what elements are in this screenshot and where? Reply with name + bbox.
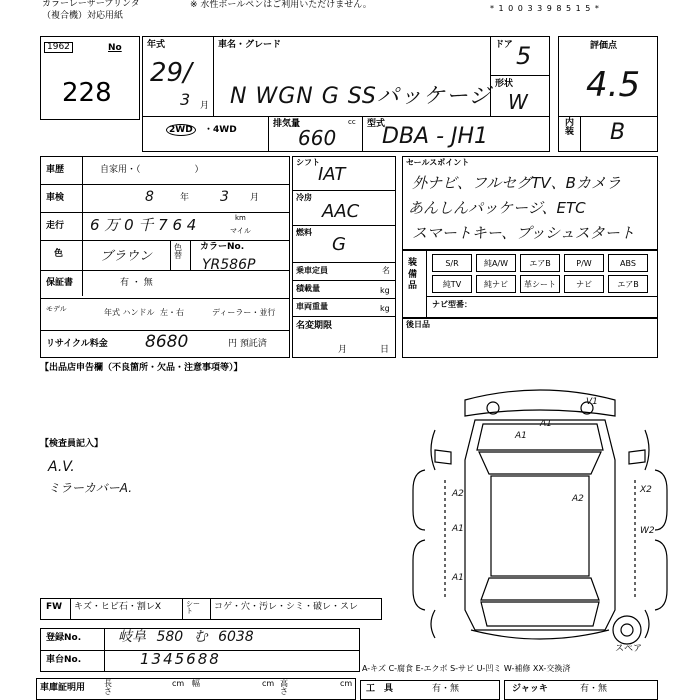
grade-label: 評価点 xyxy=(590,41,618,51)
name-value: N WGN G SSパッケージ xyxy=(230,84,492,109)
damage-mark: A1 xyxy=(540,419,552,429)
tools-options: 有・無 xyxy=(432,684,460,694)
load-unit: kg xyxy=(380,286,390,295)
name-change-day: 日 xyxy=(380,345,390,355)
weight-unit: kg xyxy=(380,304,390,313)
capacity-label: 乗車定員 xyxy=(296,266,328,275)
equipment-item: 革シート xyxy=(520,275,560,293)
damage-legend: A-キズ C-腐食 E-エクボ S-サビ U-凹ミ W-補修 XX-交換済 xyxy=(362,664,571,673)
tools-label: 工 具 xyxy=(366,684,394,694)
equipment-label: 装備品 xyxy=(408,258,418,292)
equipment-item: P/W xyxy=(564,254,604,272)
equipment-item: 純ナビ xyxy=(476,275,516,293)
lot-no-label: No xyxy=(108,43,122,53)
interior-label: 内装 xyxy=(565,118,575,137)
chassis-value: 1345688 xyxy=(140,650,221,668)
fuel-value: G xyxy=(332,234,346,255)
height-label: 高さ xyxy=(280,679,288,696)
equipment-item: 純A/W xyxy=(476,254,516,272)
history-options: 自家用・（ ） xyxy=(100,165,204,175)
grade-value: 4.5 xyxy=(586,65,641,105)
warranty-options: 有 ・ 無 xyxy=(120,278,153,288)
sales-point-line1: 外ナビ、フルセグTV、Bカメラ xyxy=(412,174,621,192)
displacement-label: 排気量 xyxy=(273,119,301,129)
weight-label: 車両重量 xyxy=(296,302,328,311)
interior-value: B xyxy=(610,120,626,145)
jack-options: 有・無 xyxy=(580,684,608,694)
damage-mark: X2 xyxy=(640,485,652,495)
equipment-item: ABS xyxy=(608,254,648,272)
color-value: ブラウン xyxy=(100,249,153,264)
width-unit: cm xyxy=(262,679,275,688)
inspection-month: 3 xyxy=(220,189,229,205)
fw-label: FW xyxy=(46,602,63,612)
month-value: 3 xyxy=(180,90,191,109)
recycle-unit: 円 預託済 xyxy=(228,339,267,349)
pen-notice: ※ 水性ボールペンはご利用いただけません。 xyxy=(190,0,372,10)
damage-mark: A1 xyxy=(452,524,464,534)
retrofit-box xyxy=(402,318,658,358)
displacement-unit: cc xyxy=(348,118,356,126)
doors-label: ドア xyxy=(495,40,513,50)
fw-text: キズ・ヒビ石・割レX xyxy=(74,602,161,612)
load-label: 積載量 xyxy=(296,284,320,293)
lot-number: 228 xyxy=(62,78,112,108)
capacity-unit: 名 xyxy=(382,266,390,275)
shift-label: シフト xyxy=(296,158,320,167)
inspector-label: 【検査員記入】 xyxy=(40,439,104,449)
drive-2wd: 2WD xyxy=(166,126,196,135)
model-label: 型式 xyxy=(367,119,386,129)
mileage-label: 走行 xyxy=(46,221,65,231)
garage-cert-label: 車庫証明用 xyxy=(40,683,86,693)
ac-label: 冷房 xyxy=(296,193,312,202)
month-unit: 月 xyxy=(200,101,210,111)
inspection-year: 8 xyxy=(145,189,154,205)
name-change-label: 名変期限 xyxy=(296,321,333,331)
printer-note: カラーレーザープリンタ xyxy=(42,0,140,9)
year-label: 年式 xyxy=(147,40,166,50)
equipment-item: エアB xyxy=(520,254,560,272)
damage-mark: A1 xyxy=(452,573,464,583)
damage-mark: A2 xyxy=(572,494,584,504)
color-no-value: YR586P xyxy=(202,257,256,273)
recycle-label: リサイクル料金 xyxy=(46,339,108,349)
lot-year-code: 1962 xyxy=(44,42,73,53)
inspector-line1: A.V. xyxy=(48,459,75,475)
inspection-label: 車検 xyxy=(46,193,65,203)
damage-mark: A1 xyxy=(515,431,527,441)
warranty-label: 保証書 xyxy=(46,278,74,288)
damage-mark: V1 xyxy=(586,397,598,407)
shape-label: 形状 xyxy=(495,79,514,89)
color-no-label: カラーNo. xyxy=(200,242,245,252)
height-unit: cm xyxy=(340,679,353,688)
equipment-item: ナビ xyxy=(564,275,604,293)
year-value: 29/ xyxy=(150,58,192,88)
model-value: DBA - JH1 xyxy=(382,124,489,149)
displacement-value: 660 xyxy=(298,126,337,150)
color-label: 色 xyxy=(54,249,64,259)
length-label: 長さ xyxy=(104,679,112,696)
shift-value: IAT xyxy=(318,164,346,185)
doors-value: 5 xyxy=(516,42,532,70)
reg-value: 岐阜 580 む 6038 xyxy=(118,629,254,645)
spare-label: スペア xyxy=(615,644,643,654)
fuel-label: 燃料 xyxy=(296,228,312,237)
name-change-month: 月 xyxy=(338,345,348,355)
inspection-year-unit: 年 xyxy=(180,193,190,203)
mileage-unit-km: km xyxy=(235,214,246,222)
printer-note-2: （複合機）対応用紙 xyxy=(42,11,124,21)
width-label: 幅 xyxy=(192,679,200,688)
sales-point-line2: あんしんパッケージ、ETC xyxy=(408,199,586,217)
handle-value: 左・右 xyxy=(160,308,184,317)
length-unit: cm xyxy=(172,679,185,688)
damage-mark: A2 xyxy=(452,489,464,499)
mileage-value: 6 万 0 千 7 6 4 xyxy=(90,216,197,234)
recycle-value: 8680 xyxy=(145,332,189,352)
sales-points-label: セールスポイント xyxy=(406,158,470,167)
sales-point-line3: スマートキー、プッシュスタート xyxy=(412,224,635,242)
history-label: 車歴 xyxy=(46,165,65,175)
seat-text: コゲ・穴・汚レ・シミ・破レ・スレ xyxy=(214,602,359,612)
damage-mark: W2 xyxy=(640,526,655,536)
navi-model-label: ナビ型番： xyxy=(432,300,472,309)
shape-value: W xyxy=(508,90,528,114)
handle-label: 年式 ハンドル xyxy=(104,308,155,317)
chassis-label: 車台No. xyxy=(46,655,82,665)
inspection-month-unit: 月 xyxy=(250,193,260,203)
equipment-item: エアB xyxy=(608,275,648,293)
dealer-label: ディーラー・並行 xyxy=(212,308,276,317)
seat-label: シート xyxy=(186,600,200,615)
retrofit-label: 後日品 xyxy=(406,320,430,329)
ac-value: AAC xyxy=(322,201,360,222)
jack-label: ジャッキ xyxy=(512,684,548,694)
mileage-unit-mile: マイル xyxy=(230,227,251,235)
reg-label: 登録No. xyxy=(46,633,82,643)
color-change-label: 色替 xyxy=(174,243,182,260)
seller-notes-label: 【出品店申告欄（不良箇所・欠品・注意事項等）】 xyxy=(40,363,243,373)
drive-4wd: ・4WD xyxy=(204,125,237,135)
serial-number: * 1 0 0 3 3 9 8 5 1 5 * xyxy=(490,4,600,13)
equipment-item: S/R xyxy=(432,254,472,272)
name-label: 車名・グレード xyxy=(218,40,282,50)
model-year-label: モデル xyxy=(46,305,67,313)
inspector-line2: ミラーカバーA. xyxy=(48,481,133,495)
equipment-item: 純TV xyxy=(432,275,472,293)
